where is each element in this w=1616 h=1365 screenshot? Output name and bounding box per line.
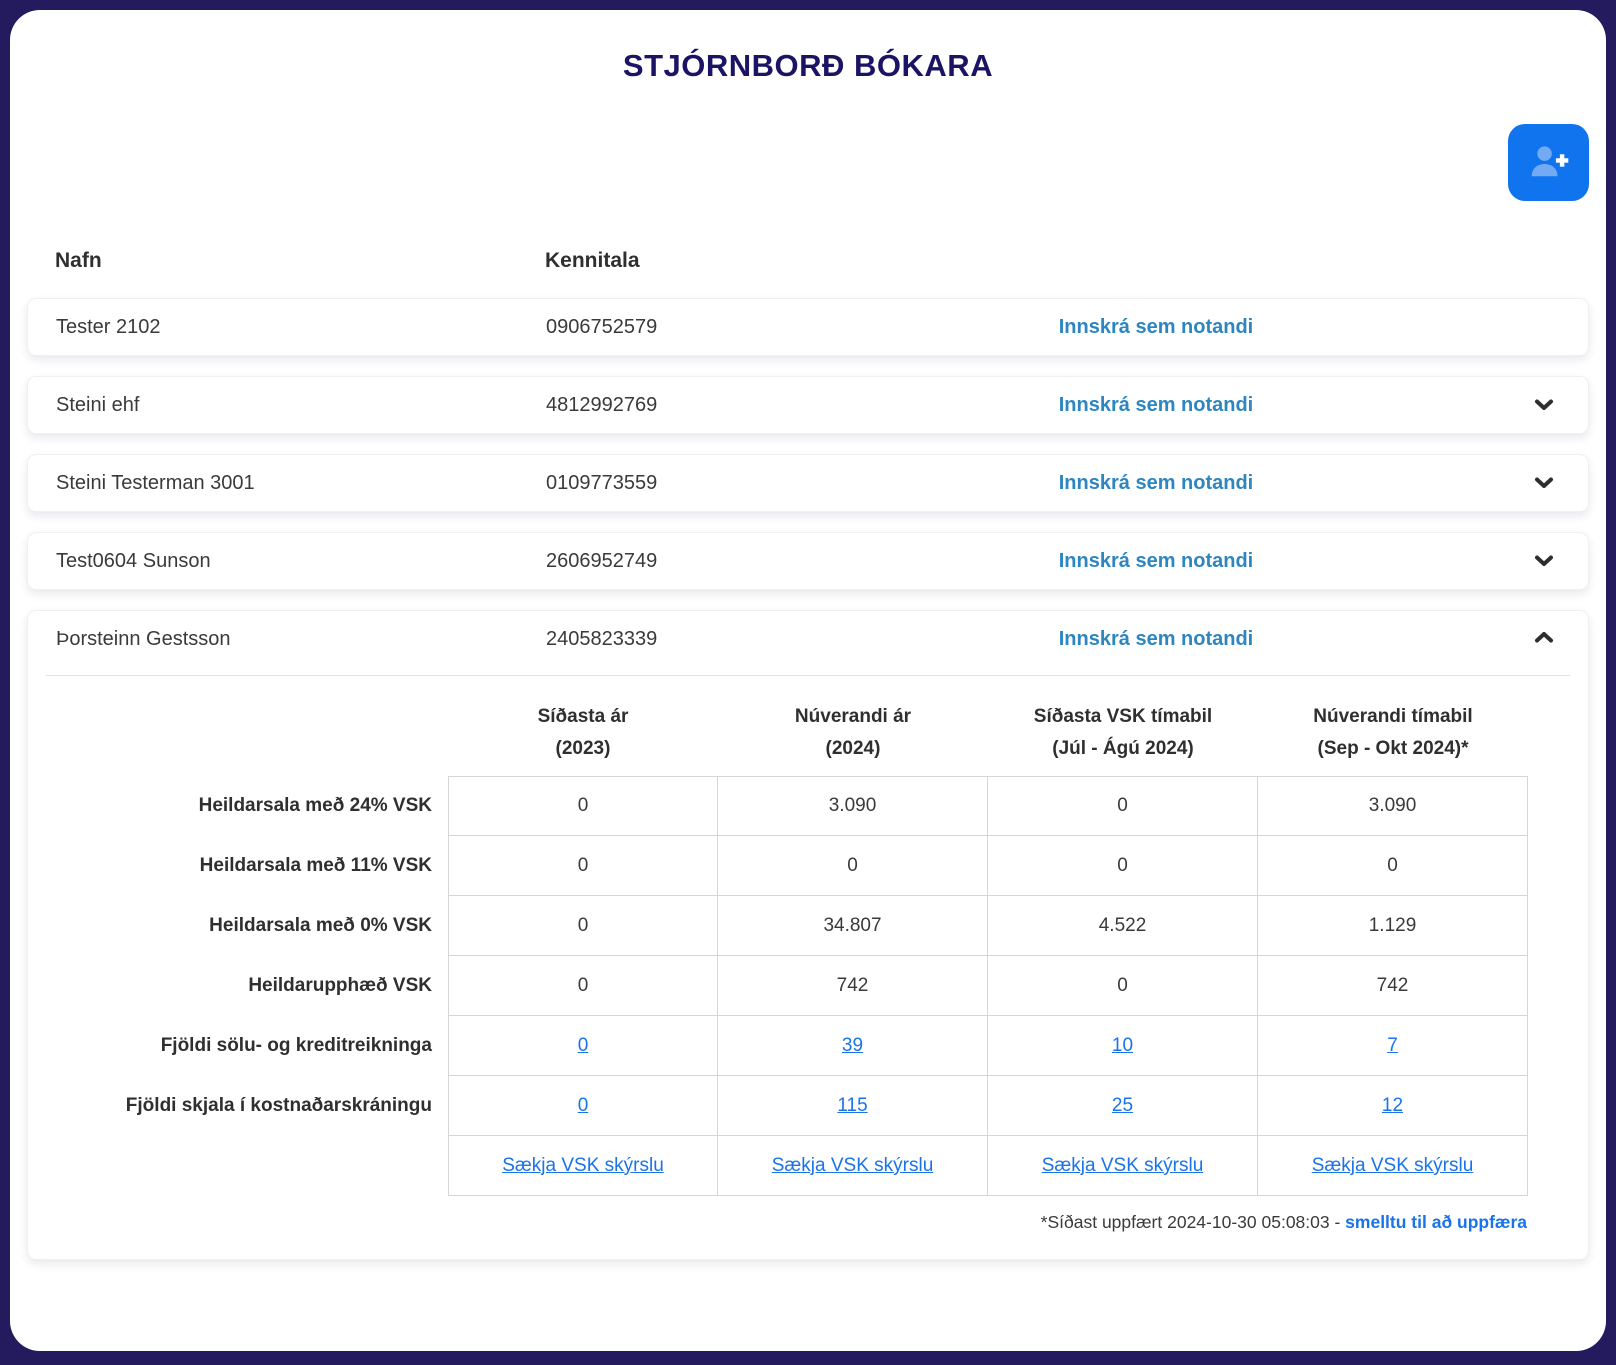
main-panel — [10, 10, 1606, 1351]
table-cell: 742 — [1258, 956, 1528, 1016]
user-row — [28, 299, 1588, 355]
table-cell — [448, 1076, 718, 1136]
table-cell: 0 — [448, 776, 718, 836]
collapse-row-button[interactable] — [1527, 622, 1561, 656]
table-cell — [1258, 1016, 1528, 1076]
login-as-user-link[interactable]: Innskrá sem notandi — [1058, 315, 1254, 338]
table-cell: 0 — [1258, 836, 1528, 896]
expand-row-button[interactable] — [1527, 466, 1561, 500]
user-name: Tester 2102 — [56, 315, 161, 338]
invoice-count-link[interactable]: 7 — [1387, 1034, 1398, 1056]
download-vat-report-link[interactable]: Sækja VSK skýrslu — [1041, 1154, 1204, 1176]
row-label: Heildarupphæð VSK — [248, 975, 432, 996]
table-cell — [718, 1016, 988, 1076]
table-cell: 1.129 — [1258, 896, 1528, 956]
user-name: Þorsteinn Gestsson — [56, 627, 231, 650]
user-kennitala: 2405823339 — [546, 627, 658, 650]
expense-doc-count-link[interactable]: 25 — [1111, 1094, 1134, 1116]
invoice-count-link[interactable]: 10 — [1111, 1034, 1134, 1056]
user-kennitala: 4812992769 — [546, 393, 658, 416]
user-kennitala: 0906752579 — [546, 315, 658, 338]
expand-row-button[interactable] — [1527, 544, 1561, 578]
expense-doc-count-link[interactable]: 115 — [837, 1094, 868, 1116]
expense-doc-count-link[interactable]: 12 — [1381, 1094, 1404, 1116]
user-card — [27, 532, 1589, 590]
list-headers — [27, 244, 1589, 278]
chevron-down-icon — [1532, 470, 1556, 497]
add-user-button[interactable] — [1508, 124, 1589, 201]
user-card — [27, 376, 1589, 434]
user-card — [27, 298, 1589, 356]
column-header-kennitala: Kennitala — [545, 249, 640, 272]
table-cell: 0 — [718, 836, 988, 896]
table-cell — [1258, 1136, 1528, 1196]
user-row — [28, 533, 1588, 589]
table-column-header: Síðasta ár (2023) — [537, 705, 629, 759]
user-row — [28, 455, 1588, 511]
table-cell — [448, 1016, 718, 1076]
user-kennitala: 2606952749 — [546, 549, 658, 572]
download-vat-report-link[interactable]: Sækja VSK skýrslu — [1311, 1154, 1474, 1176]
user-row — [28, 377, 1588, 433]
expense-doc-count-link[interactable]: 0 — [577, 1094, 589, 1116]
table-cell — [1258, 1076, 1528, 1136]
table-cell: 742 — [718, 956, 988, 1016]
table-cell — [718, 1136, 988, 1196]
user-card — [27, 454, 1589, 512]
vat-summary-table — [53, 690, 1588, 1196]
last-updated-text: *Síðast uppfært 2024-10-30 05:08:03 - — [1040, 1212, 1346, 1232]
person-plus-icon — [1526, 139, 1572, 186]
table-cell: 0 — [988, 956, 1258, 1016]
table-cell: 0 — [988, 836, 1258, 896]
user-name: Steini ehf — [56, 393, 140, 416]
table-column-header: Núverandi tímabil (Sep - Okt 2024)* — [1313, 705, 1473, 759]
table-cell — [988, 1016, 1258, 1076]
download-vat-report-link[interactable]: Sækja VSK skýrslu — [771, 1154, 934, 1176]
table-cell: 3.090 — [1258, 776, 1528, 836]
refresh-data-link[interactable]: smelltu til að uppfæra — [1345, 1212, 1527, 1232]
login-as-user-link[interactable]: Innskrá sem notandi — [1058, 471, 1254, 494]
row-label: Heildarsala með 24% VSK — [198, 795, 432, 816]
chevron-up-icon — [1532, 626, 1556, 653]
column-header-name: Nafn — [55, 249, 102, 272]
table-cell — [988, 1076, 1258, 1136]
table-cell: 0 — [988, 776, 1258, 836]
chevron-down-icon — [1532, 392, 1556, 419]
table-cell — [988, 1136, 1258, 1196]
download-vat-report-link[interactable]: Sækja VSK skýrslu — [502, 1154, 664, 1176]
table-column-header: Síðasta VSK tímabil (Júl - Ágú 2024) — [1033, 705, 1213, 759]
table-cell: 3.090 — [718, 776, 988, 836]
row-label: Fjöldi sölu- og kreditreikninga — [160, 1035, 432, 1056]
user-card-expanded — [27, 610, 1589, 1260]
login-as-user-link[interactable]: Innskrá sem notandi — [1058, 393, 1254, 416]
user-name: Steini Testerman 3001 — [56, 471, 255, 494]
table-cell: 0 — [448, 956, 718, 1016]
chevron-down-icon — [1532, 548, 1556, 575]
toolbar — [27, 124, 1589, 202]
table-column-header: Núverandi ár (2024) — [794, 705, 912, 759]
last-updated-footer — [28, 1212, 1588, 1259]
invoice-count-link[interactable]: 0 — [577, 1034, 589, 1056]
table-cell — [718, 1076, 988, 1136]
table-cell: 0 — [448, 836, 718, 896]
user-kennitala: 0109773559 — [546, 471, 658, 494]
table-cell: 4.522 — [988, 896, 1258, 956]
user-row — [28, 611, 1588, 667]
divider — [46, 675, 1570, 676]
expand-row-button[interactable] — [1527, 388, 1561, 422]
invoice-count-link[interactable]: 39 — [841, 1034, 864, 1056]
login-as-user-link[interactable]: Innskrá sem notandi — [1058, 549, 1254, 572]
table-cell: 34.807 — [718, 896, 988, 956]
table-cell: 0 — [448, 896, 718, 956]
row-label: Heildarsala með 0% VSK — [209, 915, 432, 936]
row-label: Fjöldi skjala í kostnaðarskráningu — [125, 1095, 432, 1116]
table-cell — [448, 1136, 718, 1196]
login-as-user-link[interactable]: Innskrá sem notandi — [1058, 627, 1254, 650]
user-name: Test0604 Sunson — [56, 549, 211, 572]
page-title: STJÓRNBORÐ BÓKARA — [622, 48, 994, 83]
row-label: Heildarsala með 11% VSK — [199, 855, 432, 876]
